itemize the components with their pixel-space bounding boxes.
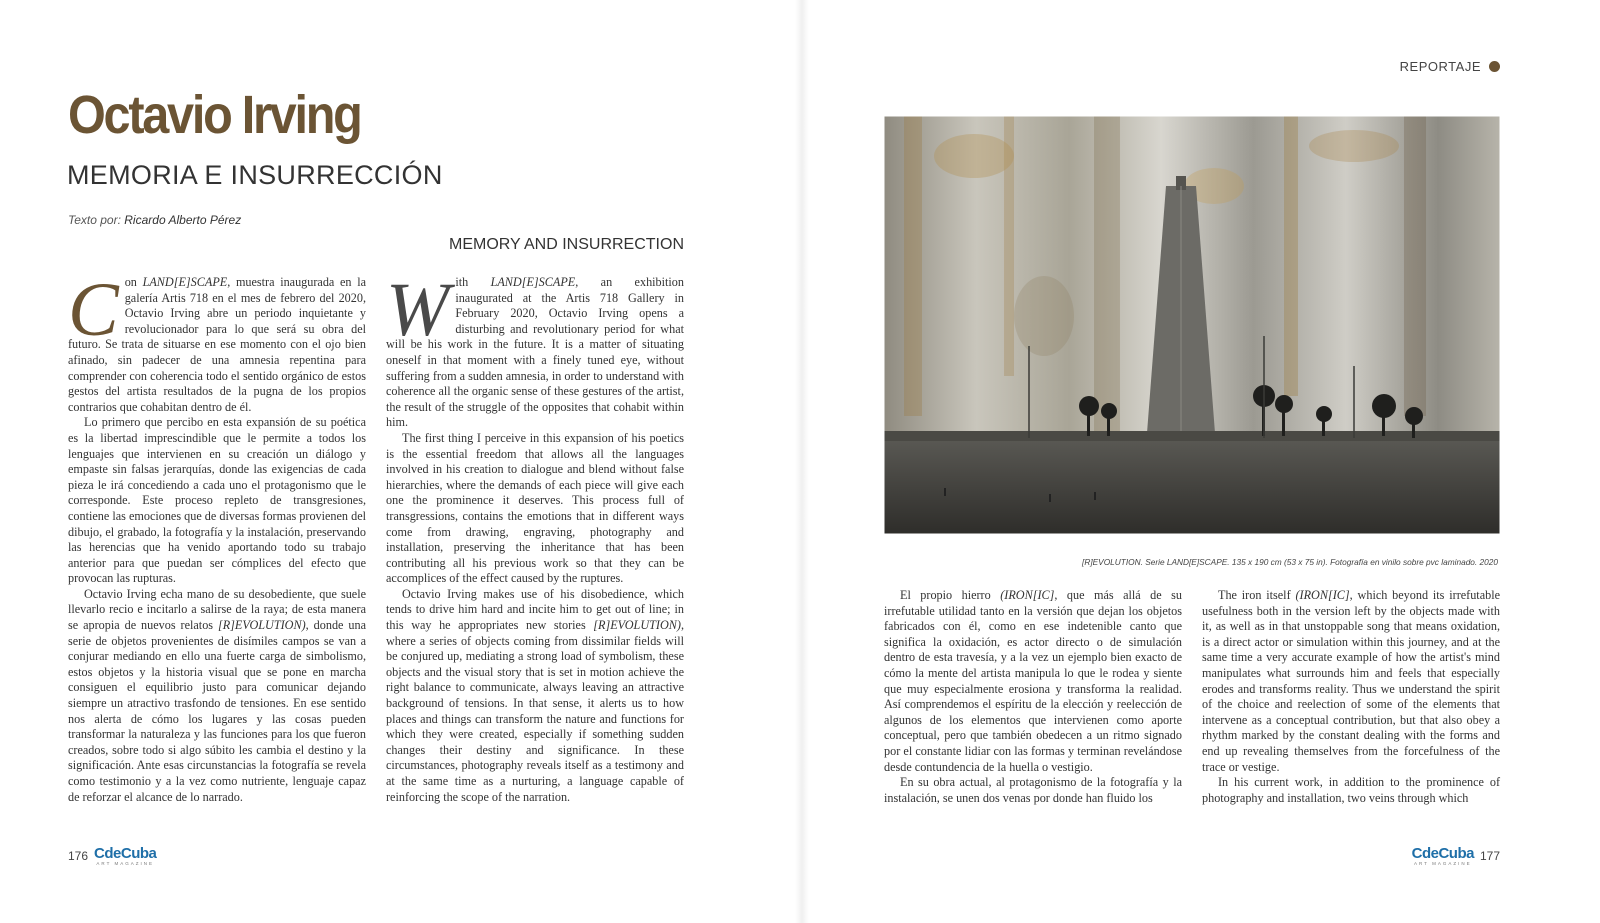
drop-cap: C xyxy=(68,268,119,352)
drop-cap: W xyxy=(386,268,450,352)
column-english-1 xyxy=(386,268,684,805)
paragraph: Octavio Irving echa mano de su desobediente, que suele llevarlo recio e incitarlo a salirse de la raya; de esta manera se apropia de nuevos relatos [R]EVOLUTION), donde una serie de objetos provenientes de disímiles campos se van a conjurar mediando en ello una fuerte carga de simbolismo, estos objetos y la historia visual que se pone en marcha consiguen el equilibrio justo para comunicar dejando siempre un atractivo trasfondo de tensiones. En ese sentido nos alerta de cómo los lugares y las cosas pueden transformar la naturaleza y las funciones para los que fueron creados, sobre todo si algo súbito les cambia el destino y la significación. Ante esas circunstancias la fotografía se revela como testimonio y a la vez como nutriente, lenguaje capaz de reforzar el alcance de lo narrado. xyxy=(68,586,366,804)
column-spanish-2 xyxy=(884,588,1182,806)
english-title: MEMORY AND INSURRECTION xyxy=(449,236,684,253)
page-number-right: 177 xyxy=(1479,849,1500,864)
byline-label: Texto por: xyxy=(68,213,121,227)
logo-subtitle: ART MAGAZINE xyxy=(1414,861,1472,866)
paragraph: In his current work, in addition to the prominence of photography and installation, two veins through which xyxy=(1202,775,1500,805)
section-dot-icon xyxy=(1489,61,1500,72)
page-gutter xyxy=(795,0,809,923)
column-spanish-1 xyxy=(68,268,366,805)
magazine-logo xyxy=(94,846,156,867)
artwork-photo xyxy=(884,116,1500,534)
artwork-image xyxy=(884,116,1500,534)
article-title: Octavio Irving xyxy=(68,85,361,145)
magazine-logo xyxy=(1412,846,1474,867)
paragraph: Con LAND[E]SCAPE, muestra inaugurada en la galería Artis 718 en el mes de febrero del 2020, Octavio Irving abre un periodo inquietante y revolucionador para lo que será su obra del futuro. Se trata de situarse en ese momento con el ojo bien afinado, sin padecer de una amnesia repentina para comprender con coherencia todo el sentido orgánico de estos gestos del artista resultados de la pugna de los propios contrarios que cohabitan dentro de él. xyxy=(68,268,366,414)
paragraph: Octavio Irving makes use of his disobedience, which tends to drive him hard and incite him to get out of line; in this way he appropriates new stories [R]EVOLUTION), where a series of objects coming from dissimilar fields will be conjured up, mediating a strong load of symbolism, these objects and the visual story that is set in motion achieve the right balance to communicate, always leaving an attractive background of tensions. In that sense, it alerts us to how places and things can transform the nature and functions for which they were created, especially if something sudden changes their destiny and significance. In these circumstances, photography reveals itself as a testimony and at the same time as a nurturing, a language capable of reinforcing the scope of the narration. xyxy=(386,586,684,804)
folio-left xyxy=(68,846,156,867)
byline xyxy=(68,213,241,227)
author-name: Ricardo Alberto Pérez xyxy=(124,213,242,227)
paragraph: With LAND[E]SCAPE, an exhibition inaugurated at the Artis 718 Gallery in February 2020, Octavio Irving opens a disturbing and revolutionary period for what will be his work in the future. It is a matter of situating oneself in that moment with a finely tuned eye, without suffering from a sudden amnesia, in order to understand with coherence all the organic sense of these gestures of the artist, the result of the struggle of the opposites that cohabit within him. xyxy=(386,268,684,430)
paragraph: The first thing I perceive in this expansion of his poetics is the essential freedom that allows all the languages involved in his creation to dialogue and blend without false hierarchies, where the demands of each piece will give each one the prominence it deserves. This process full of transgressions, contains the emotions that in different ways come from drawing, engraving, photography and installation, preserving the inheritance that has been contributing all his previous work so that they can be accomplices of the effect caused by the ruptures. xyxy=(386,430,684,586)
logo-name: CdeCuba xyxy=(1411,845,1474,862)
logo-subtitle: ART MAGAZINE xyxy=(96,861,154,866)
paragraph: Lo primero que percibo en esta expansión de su poética es la libertad imprescindible que le permite a todos los lenguajes que intervienen en su creación un diálogo y empaste sin falsas jerarquías, donde las exigencias de cada pieza le irá concediendo a cada uno el protagonismo que le corresponde. Este proceso repleto de transgresiones, contiene las emociones que de diversas formas provienen del dibujo, el grabado, la fotografía y la instalación, preservando las herencias que ha venido aportando todo su trabajo anterior para que puedan ser cómplices del efecto que provocan las rupturas. xyxy=(68,415,366,586)
page-number-left: 176 xyxy=(68,849,89,864)
article-subtitle: MEMORIA E INSURRECCIÓN xyxy=(67,160,443,190)
section-label: REPORTAJE xyxy=(1399,59,1481,74)
paragraph: En su obra actual, al protagonismo de la fotografía y la instalación, se unen dos venas por donde han fluido los xyxy=(884,775,1182,805)
logo-name: CdeCuba xyxy=(94,845,157,862)
folio-right xyxy=(1412,846,1500,867)
paragraph: The iron itself (IRON[IC], which beyond its irrefutable usefulness both in the version left by the objects made with it, as well as in that unstoppable song that means oxidation, is a direct actor or simulation within this journey, and at the same time a very accurate example of how the artist's mind manipulates what surrounds him and feels that especially erodes and transforms reality. Thus we understand the spirit of the choice and reelection of some of the elements that intervene as a conceptual contribution, but that also obey a rhythm marked by the constant dealing with the forms and end up revealing themselves from the forcefulness of the trace or vestige. xyxy=(1202,588,1500,774)
section-tag xyxy=(1400,59,1500,74)
column-english-2 xyxy=(1202,588,1500,806)
paragraph: El propio hierro (IRON[IC], que más allá de su irrefutable utilidad tanto en la versión que dejan los objetos fabricados con él, como en ese indetenible canto que significa la oxidación, es actor directo o de simulación dentro de esta travesía, y a la vez un ejemplo bien exacto de cómo la mente del artista manipula lo que le rodea y siente que muy especialmente erosiona y transforma la realidad. Así comprendemos el espíritu de la elección y reelección de algunos de los elementos que intervienen como aporte conceptual, pero que también obedecen a un ritmo signado por el constante lidiar con las formas y terminan revelándose desde contundencia de la huella o vestigio. xyxy=(884,588,1182,774)
photo-caption: [R]EVOLUTION. Serie LAND[E]SCAPE. 135 x 190 cm (53 x 75 in). Fotografía en vinilo sobre pvc laminado. 2020 xyxy=(1082,557,1498,567)
